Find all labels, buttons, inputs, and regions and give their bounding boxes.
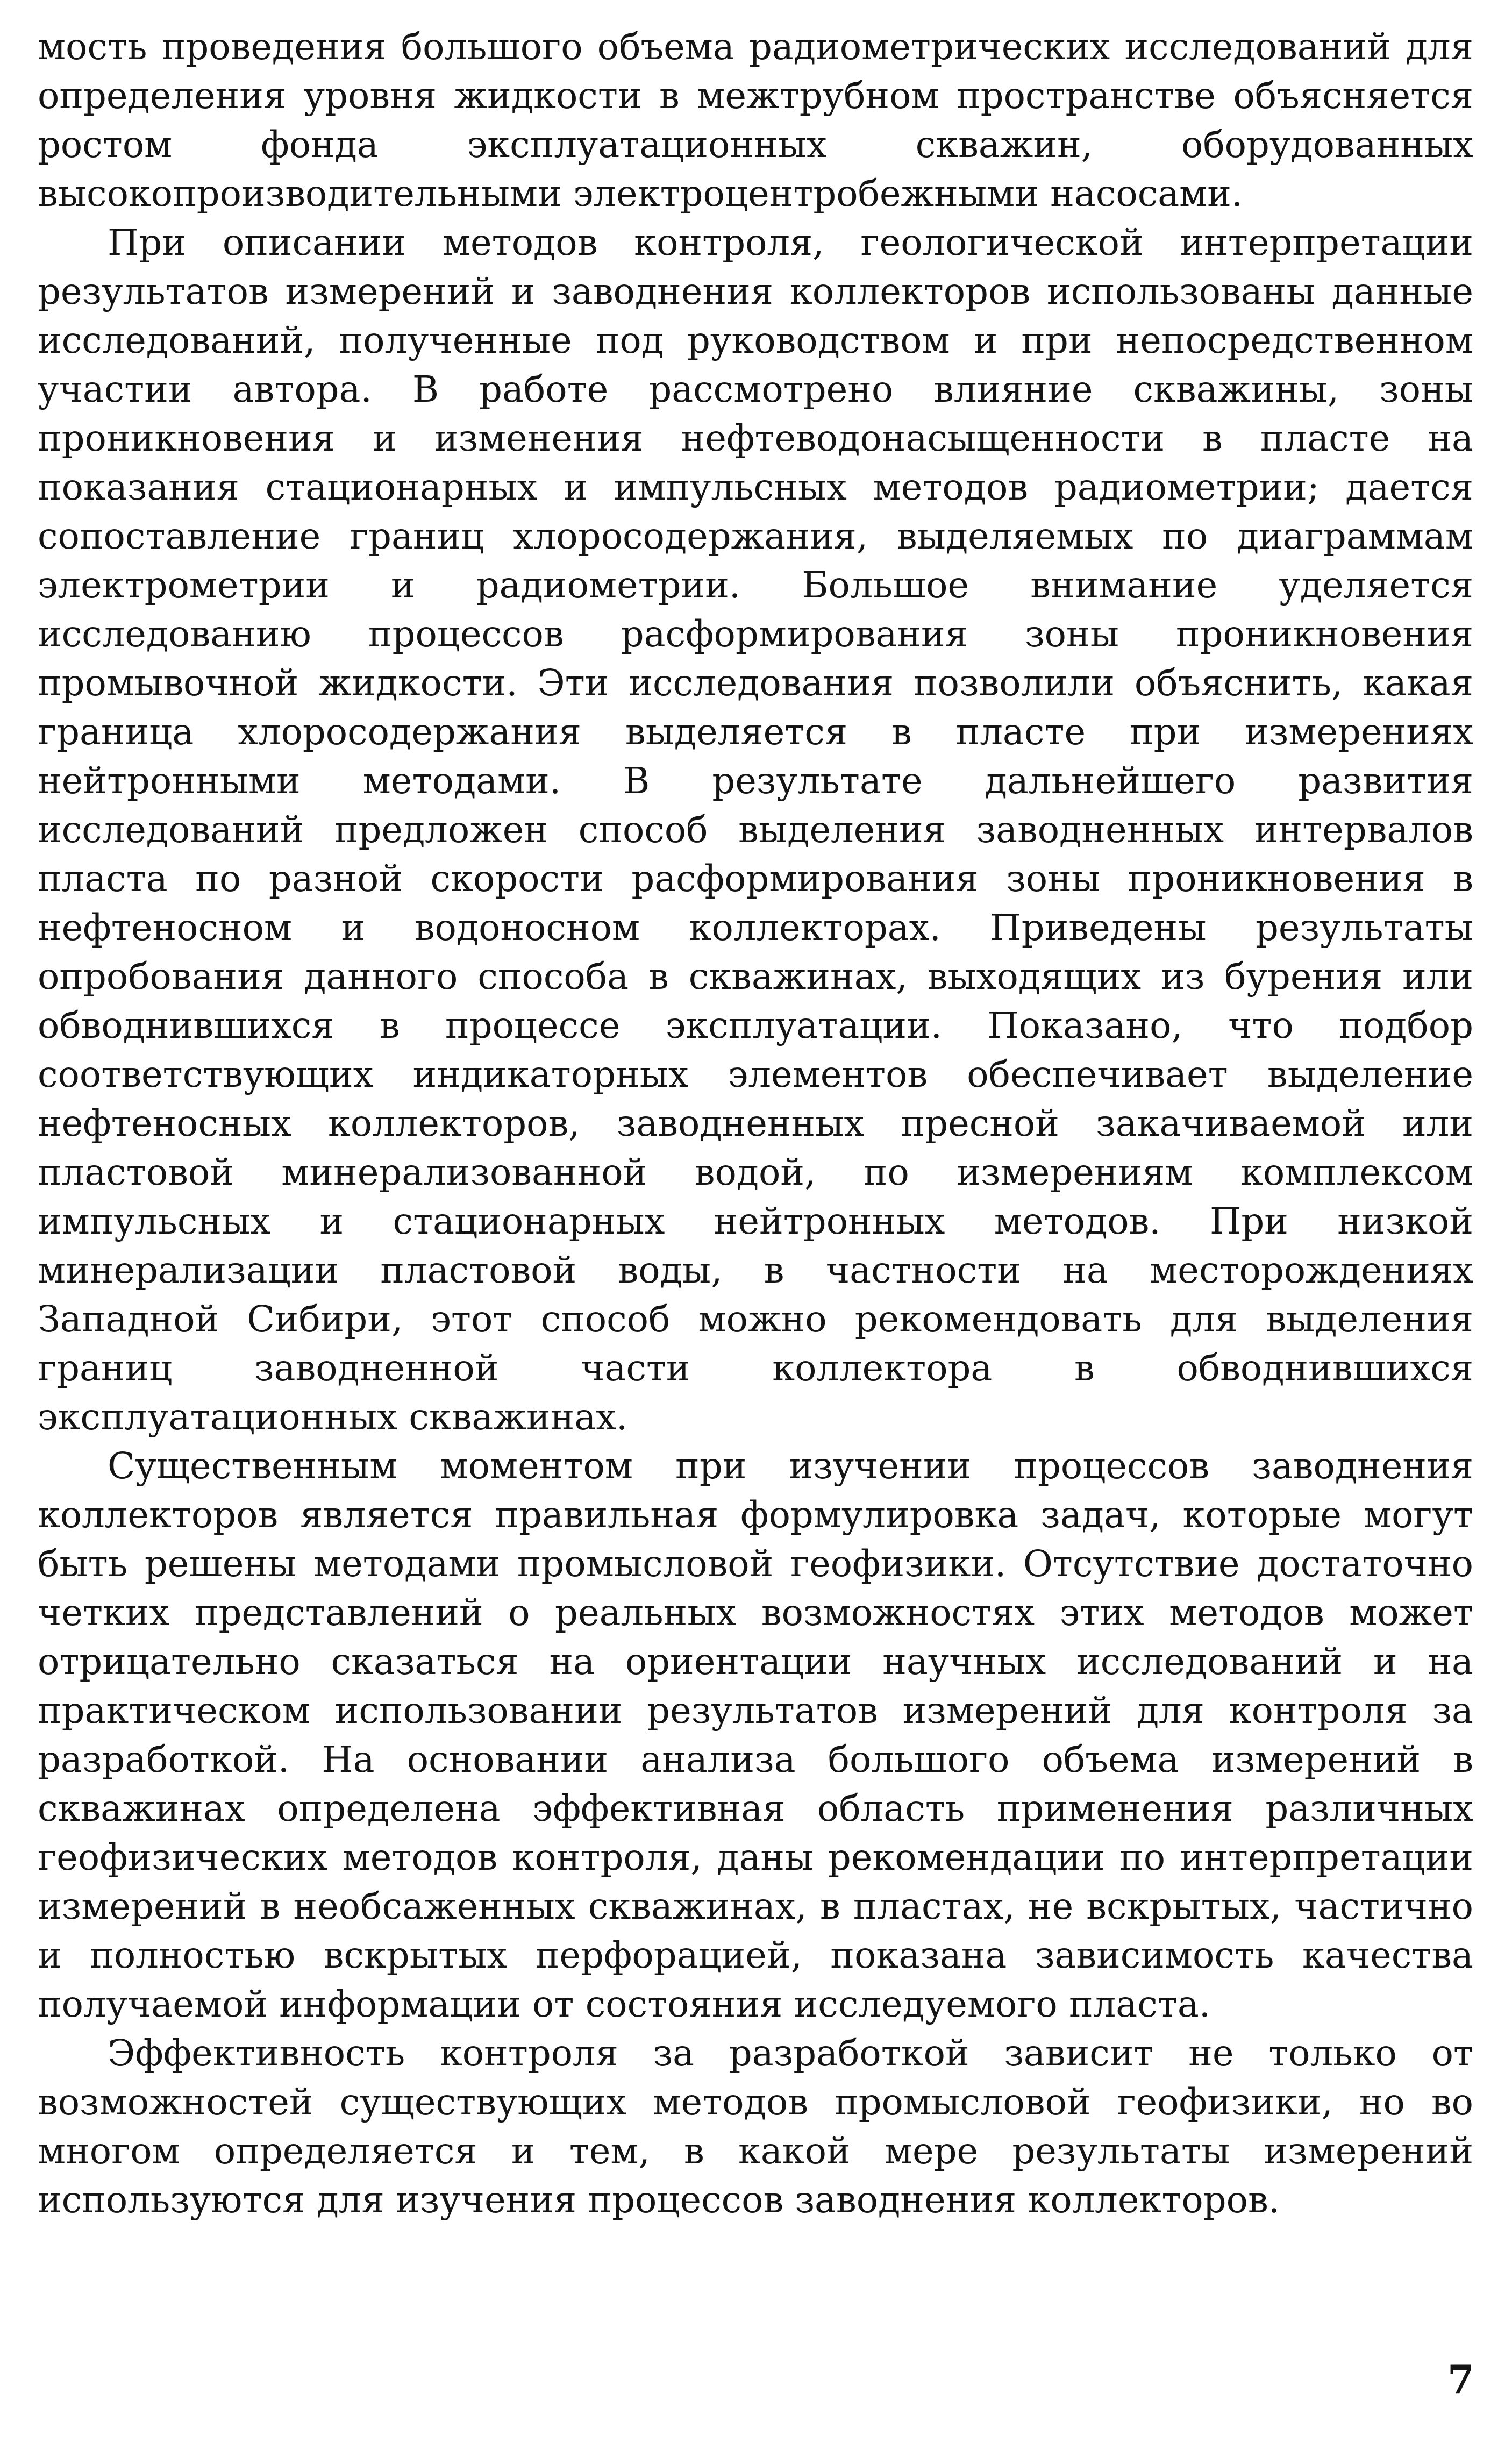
page-body (38, 23, 1473, 2225)
paragraph-1: мость проведения большого объема радиометрических исследований для определения уровня жидкости в межтрубном пространстве объясняется ростом фонда эксплуатационных скважин, оборудованных высокопроизводительными электроцентробежными насосами. (38, 26, 1473, 215)
paragraph-2: При описании методов контроля, геологической интерпретации результатов измерений и заводнения коллекторов использованы данные исследований, полученные под руководством и при непосредственном участии автора. В работе рассмотрено влияние скважины, зоны проникновения и изменения нефтеводонасыщенности в пласте на показания стационарных и импульсных методов радиометрии; дается сопоставление границ хлоросодержания, выделяемых по диаграммам электрометрии и радиометрии. Большое внимание уделяется исследованию процессов расформирования зоны проникновения промывочной жидкости. Эти исследования позволили объяснить, какая граница хлоросодержания выделяется в пласте при измерениях нейтронными методами. В результате дальнейшего развития исследований предложен способ выделения заводненных интервалов пласта по разной скорости расформирования зоны проникновения в нефтеносном и водоносном коллекторах. Приведены результаты опробования данного способа в скважинах, выходящих из бурения или обводнившихся в процессе эксплуатации. Показано, что подбор соответствующих индикаторных элементов обеспечивает выделение нефтеносных коллекторов, заводненных пресной закачиваемой или пластовой минерализованной водой, по измерениям комплексом импульсных и стационарных нейтронных методов. При низкой минерализации пластовой воды, в частности на месторождениях Западной Сибири, этот способ можно рекомендовать для выделения границ заводненной части коллектора в обводнившихся эксплуатационных скважинах. (38, 222, 1473, 1438)
paragraph-4: Эффективность контроля за разработкой зависит не только от возможностей существующих методов промысловой геофизики, но во многом определяется и тем, в какой мере результаты измерений используются для изучения процессов заводнения коллекторов. (38, 2032, 1473, 2221)
paragraph-3: Существенным моментом при изучении процессов заводнения коллекторов является правильная формулировка задач, которые могут быть решены методами промысловой геофизики. Отсутствие достаточно четких представлений о реальных возможностях этих методов может отрицательно сказаться на ориентации научных исследований и на практическом использовании результатов измерений для контроля за разработкой. На основании анализа большого объема измерений в скважинах определена эффективная область применения различных геофизических методов контроля, даны рекомендации по интерпретации измерений в необсаженных скважинах, в пластах, не вскрытых, частично и полностью вскрытых перфорацией, показана зависимость качества получаемой информации от состояния исследуемого пласта. (38, 1445, 1473, 2025)
page-number: 7 (1447, 2356, 1474, 2402)
